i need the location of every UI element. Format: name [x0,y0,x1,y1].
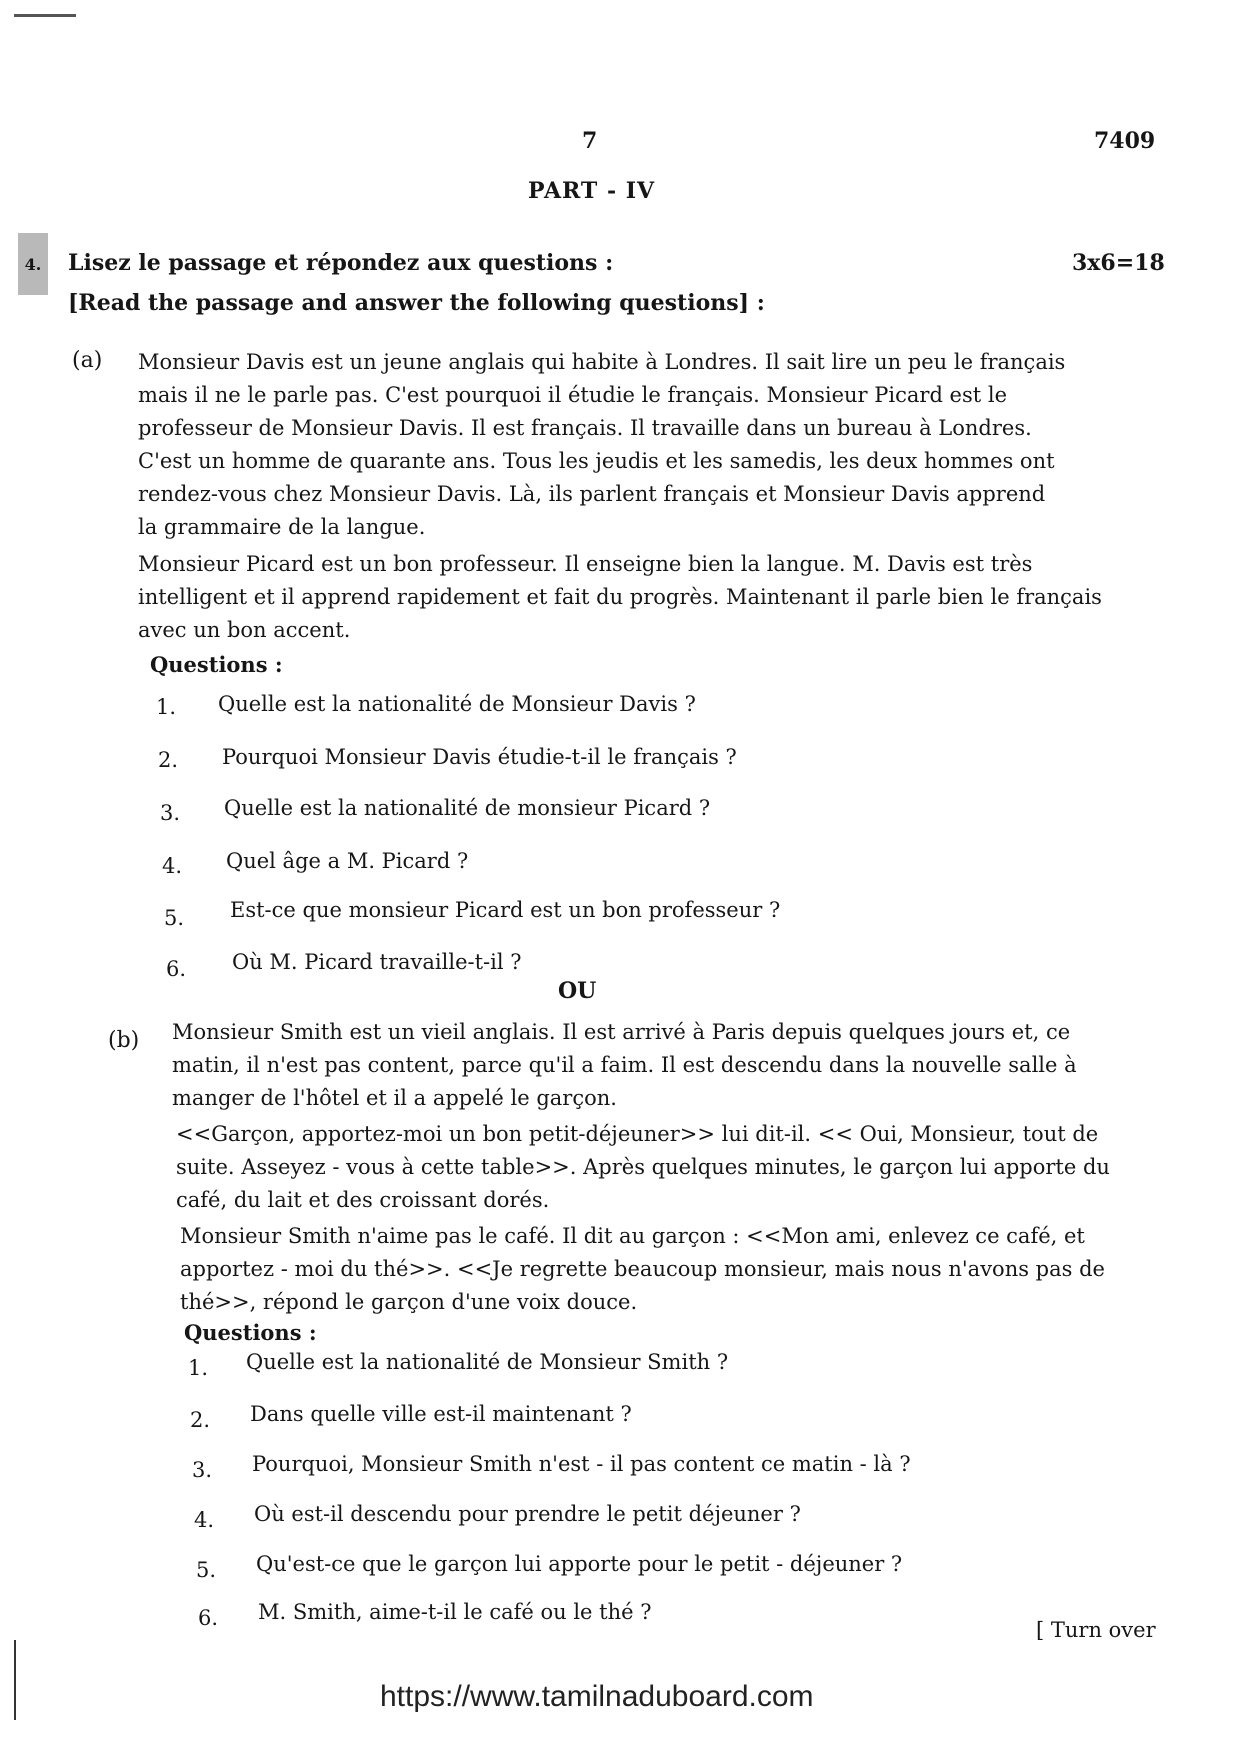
passage-line: intelligent et il apprend rapidement et fait du progrès. Maintenant il parle bien le français [138,585,1102,609]
passage-line: la grammaire de la langue. [138,515,426,539]
question-item-text: Est-ce que monsieur Picard est un bon professeur ? [230,898,781,922]
question-item-text: Où M. Picard travaille-t-il ? [232,950,522,974]
question-item-number: 4. [194,1508,215,1532]
scan-mark [14,14,76,17]
instruction-french: Lisez le passage et répondez aux questions : [68,250,614,276]
question-item-number: 6. [166,957,187,981]
passage-line: thé>>, répond le garçon d'une voix douce. [180,1290,638,1314]
passage-line: Monsieur Smith n'aime pas le café. Il dit au garçon : <<Mon ami, enlevez ce café, et [180,1224,1085,1248]
question-item-number: 3. [160,801,181,825]
passage-line: matin, il n'est pas content, parce qu'il a faim. Il est descendu dans la nouvelle salle à [172,1053,1077,1077]
question-item-number: 2. [158,748,179,772]
question-item-number: 6. [198,1606,219,1630]
passage-line: <<Garçon, apportez-moi un bon petit-déjeuner>> lui dit-il. << Oui, Monsieur, tout de [176,1122,1099,1146]
question-item-number: 4. [162,854,183,878]
section-b-label: (b) [108,1028,140,1053]
question-item-number: 1. [188,1356,209,1380]
question-item-number: 1. [156,695,177,719]
part-heading: PART - IV [528,178,656,204]
passage-line: mais il ne le parle pas. C'est pourquoi il étudie le français. Monsieur Picard est le [138,383,1008,407]
question-item-text: Pourquoi, Monsieur Smith n'est - il pas content ce matin - là ? [252,1452,911,1476]
passage-line: avec un bon accent. [138,618,351,642]
question-item-text: Pourquoi Monsieur Davis étudie-t-il le français ? [222,745,737,769]
question-item-text: Quelle est la nationalité de monsieur Picard ? [224,796,711,820]
turn-over-note: [ Turn over [1036,1618,1156,1642]
question-item-text: Quel âge a M. Picard ? [226,849,469,873]
question-item-number: 5. [196,1558,217,1582]
paper-code: 7409 [1094,128,1156,154]
question-item-text: Dans quelle ville est-il maintenant ? [250,1402,632,1426]
question-item-number: 2. [190,1408,211,1432]
scan-edge-line [14,1640,16,1720]
or-divider: OU [558,978,597,1004]
passage-line: café, du lait et des croissant dorés. [176,1188,550,1212]
page-number: 7 [582,128,598,154]
passage-line: Monsieur Davis est un jeune anglais qui habite à Londres. Il sait lire un peu le français [138,350,1066,374]
question-item-number: 3. [192,1458,213,1482]
instruction-english: [Read the passage and answer the following questions] : [68,290,765,316]
question-item-text: Quelle est la nationalité de Monsieur Davis ? [218,692,696,716]
question-number: 4. [18,233,48,295]
section-a-label: (a) [72,348,103,373]
passage-line: rendez-vous chez Monsieur Davis. Là, ils parlent français et Monsieur Davis apprend [138,482,1046,506]
passage-line: manger de l'hôtel et il a appelé le garçon. [172,1086,617,1110]
source-url-watermark[interactable]: https://www.tamilnaduboard.com [380,1680,814,1713]
question-item-text: M. Smith, aime-t-il le café ou le thé ? [258,1600,652,1624]
question-item-text: Quelle est la nationalité de Monsieur Smith ? [246,1350,729,1374]
passage-line: professeur de Monsieur Davis. Il est français. Il travaille dans un bureau à Londres. [138,416,1032,440]
passage-line: apportez - moi du thé>>. <<Je regrette beaucoup monsieur, mais nous n'avons pas de [180,1257,1105,1281]
passage-line: Monsieur Picard est un bon professeur. Il enseigne bien la langue. M. Davis est très [138,552,1033,576]
questions-heading: Questions : [184,1320,317,1345]
questions-heading: Questions : [150,652,283,677]
passage-line: Monsieur Smith est un vieil anglais. Il est arrivé à Paris depuis quelques jours et, ce [172,1020,1071,1044]
question-item-text: Où est-il descendu pour prendre le petit déjeuner ? [254,1502,801,1526]
passage-line: suite. Asseyez - vous à cette table>>. Après quelques minutes, le garçon lui apporte du [176,1155,1110,1179]
marks-allocation: 3x6=18 [1072,250,1165,276]
question-item-text: Qu'est-ce que le garçon lui apporte pour le petit - déjeuner ? [256,1552,903,1576]
question-item-number: 5. [164,906,185,930]
passage-line: C'est un homme de quarante ans. Tous les jeudis et les samedis, les deux hommes ont [138,449,1055,473]
